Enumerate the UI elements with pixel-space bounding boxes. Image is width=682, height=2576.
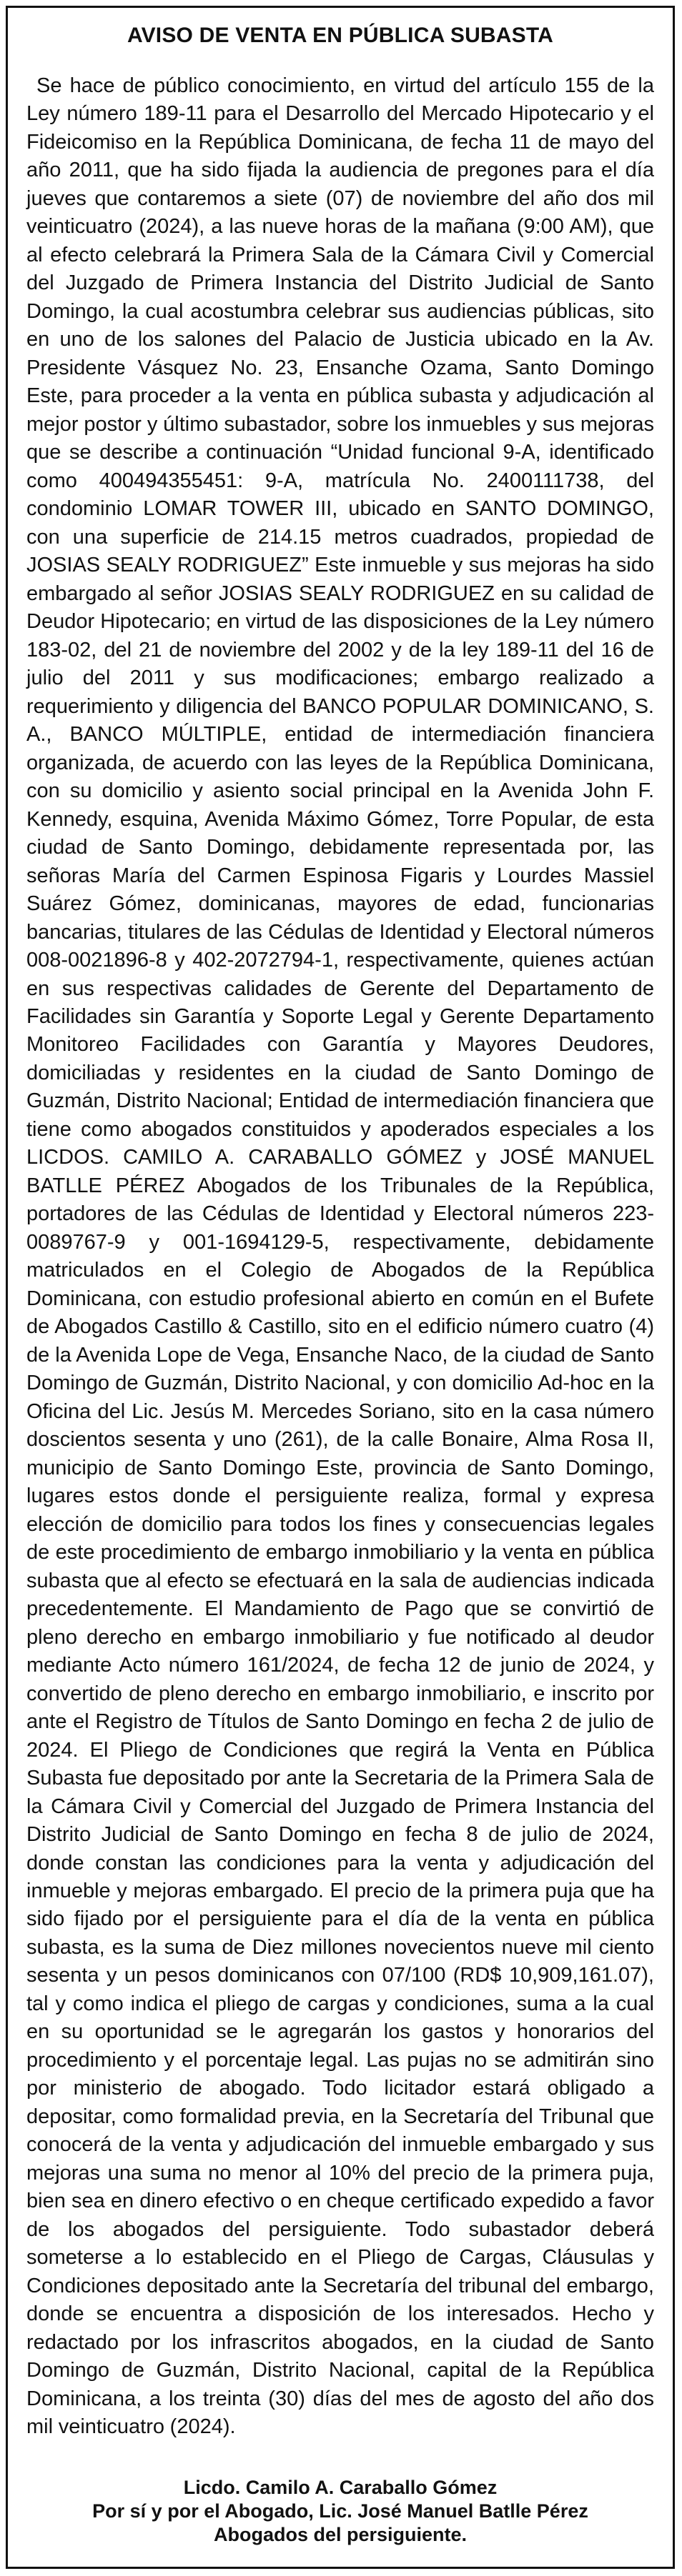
notice-body: Se hace de público conocimiento, en virtud del artículo 155 de la Ley número 189-11 para el Desarrollo del Mercado Hipotecario y el Fideicomiso en la República Dominicana, de fecha 11 de mayo del año 2011, que ha sido fijada la audiencia de pregones para el día jueves que contaremos a siete (07) de noviembre del año dos mil veinticuatro (2024), a las nueve horas de la mañana (9:00 AM), que al efecto celebrará la Primera Sala de la Cámara Civil y Comercial del Juzgado de Primera Instancia del Distrito Judicial de Santo Domingo, la cual acostumbra celebrar sus audiencias públicas, sito en uno de los salones del Palacio de Justicia ubicado en la Av. Presidente Vásquez No. 23, Ensanche Ozama, Santo Domingo Este, para proceder a la venta en pública subasta y adjudicación al mejor postor y último subastador, sobre los inmuebles y sus mejoras que se describe a continuación “Unidad funcional 9-A, identificado como 400494355451: 9-A, matrícula No. 2400111738, del condominio LOMAR TOWER III, ubicado en SANTO DOMINGO, con una superficie de 214.15 metros cuadrados, propiedad de JOSIAS SEALY RODRIGUEZ” Este inmueble y sus mejoras ha sido embargado al señor JOSIAS SEALY RODRIGUEZ en su calidad de Deudor Hipotecario; en virtud de las disposiciones de la Ley número 183-02, del 21 de noviembre del 2002 y de la ley 189-11 del 16 de julio del 2011 y sus modificaciones; embargo realizado a requerimiento y diligencia del BANCO POPULAR DOMINICANO, S. A., BANCO MÚLTIPLE, entidad de intermediación financiera organizada, de acuerdo con las leyes de la República Dominicana, con su domicilio y asiento social principal en la Avenida John F. Kennedy, esquina, Avenida Máximo Gómez, Torre Popular, de esta ciudad de Santo Domingo, debidamente representada por, las señoras María del Carmen Espinosa Figaris y Lourdes Massiel Suárez Gómez, dominicanas, mayores de edad, funcionarias bancarias, titulares de las Cédulas de Identidad y Electoral números 008-0021896-8 y 402-2072794-1, respectivamente, quienes actúan en sus respectivas calidades de Gerente del Departamento de Facilidades sin Garantía y Soporte Legal y Gerente Departamento Monitoreo Facilidades con Garantía y Mayores Deudores, domiciliadas y residentes en la ciudad de Santo Domingo de Guzmán, Distrito Nacional; Entidad de intermediación financiera que tiene como abogados constituidos y apoderados especiales a los LICDOS. CAMILO A. CARABALLO GÓMEZ y JOSÉ MANUEL BATLLE PÉREZ Abogados de los Tribunales de la República, portadores de las Cédulas de Identidad y Electoral números 223-0089767-9 y 001-1694129-5, respectivamente, debidamente matriculados en el Colegio de Abogados de la República Dominicana, con estudio profesional abierto en común en el Bufete de Abogados Castillo & Castillo, sito en el edificio número cuatro (4) de la Avenida Lope de Vega, Ensanche Naco, de la ciudad de Santo Domingo de Guzmán, Distrito Nacional, y con domicilio Ad-hoc en la Oficina del Lic. Jesús M. Mercedes Soriano, sito en la casa número doscientos sesenta y uno (261), de la calle Bonaire, Alma Rosa II, municipio de Santo Domingo Este, provincia de Santo Domingo, lugares estos donde el persiguiente realiza, formal y expresa elección de domicilio para todos los fines y consecuencias legales de este procedimiento de embargo inmobiliario y la venta en pública subasta que al efecto se efectuará en la sala de audiencias indicada precedentemente. El Mandamiento de Pago que se convirtió de pleno derecho en embargo inmobiliario y fue notificado al deudor mediante Acto número 161/2024, de fecha 12 de junio de 2024, y convertido de pleno derecho en embargo inmobiliario, e inscrito por ante el Registro de Títulos de Santo Domingo en fecha 2 de julio de 2024. El Pliego de Condiciones que regirá la Venta en Pública Subasta fue depositado por ante la Secretaria de la Primera Sala de la Cámara Civil y Comercial del Juzgado de Primera Instancia del Distrito Judicial de Santo Domingo en fecha 8 de julio de 2024, donde constan las condiciones para la venta y adjudicación del inmueble y mejoras embargado. El precio de la primera puja que ha sido fijado por el persiguiente para el día de la venta en pública subasta, es la suma de Diez millones novecientos nueve mil ciento sesenta y un pesos dominicanos con 07/100 (RD$ 10,909,161.07), tal y como indica el pliego de cargas y condiciones, suma a la cual en su oportunidad se le agregarán los gastos y honorarios del procedimiento y el porcentaje legal. Las pujas no se admitirán sino por ministerio de abogado. Todo licitador estará obligado a depositar, como formalidad previa, en la Secretaría del Tribunal que conocerá de la venta y adjudicación del inmueble embargado y sus mejoras una suma no menor al 10% del precio de la primera puja, bien sea en dinero efectivo o en cheque certificado expedido a favor de los abogados del persiguiente. Todo subastador deberá someterse a lo establecido en el Pliego de Cargas, Cláusulas y Condiciones depositado ante la Secretaría del tribunal del embargo, donde se encuentra a disposición de los interesados. Hecho y redactado por los infrascritos abogados, en la ciudad de Santo Domingo de Guzmán, Distrito Nacional, capital de la República Dominicana, a los treinta (30) días del mes de agosto del año dos mil veinticuatro (2024). <box>26 74 654 2439</box>
signature-co-attorney: Por sí y por el Abogado, Lic. José Manuel Batlle Pérez <box>92 2500 588 2522</box>
signature-block <box>26 2476 654 2547</box>
signature-role: Abogados del persiguiente. <box>213 2524 468 2545</box>
notice-title: AVISO DE VENTA EN PÚBLICA SUBASTA <box>127 24 554 47</box>
legal-notice <box>6 6 675 2569</box>
signature-attorney-name: Licdo. Camilo A. Caraballo Gómez <box>183 2477 498 2498</box>
